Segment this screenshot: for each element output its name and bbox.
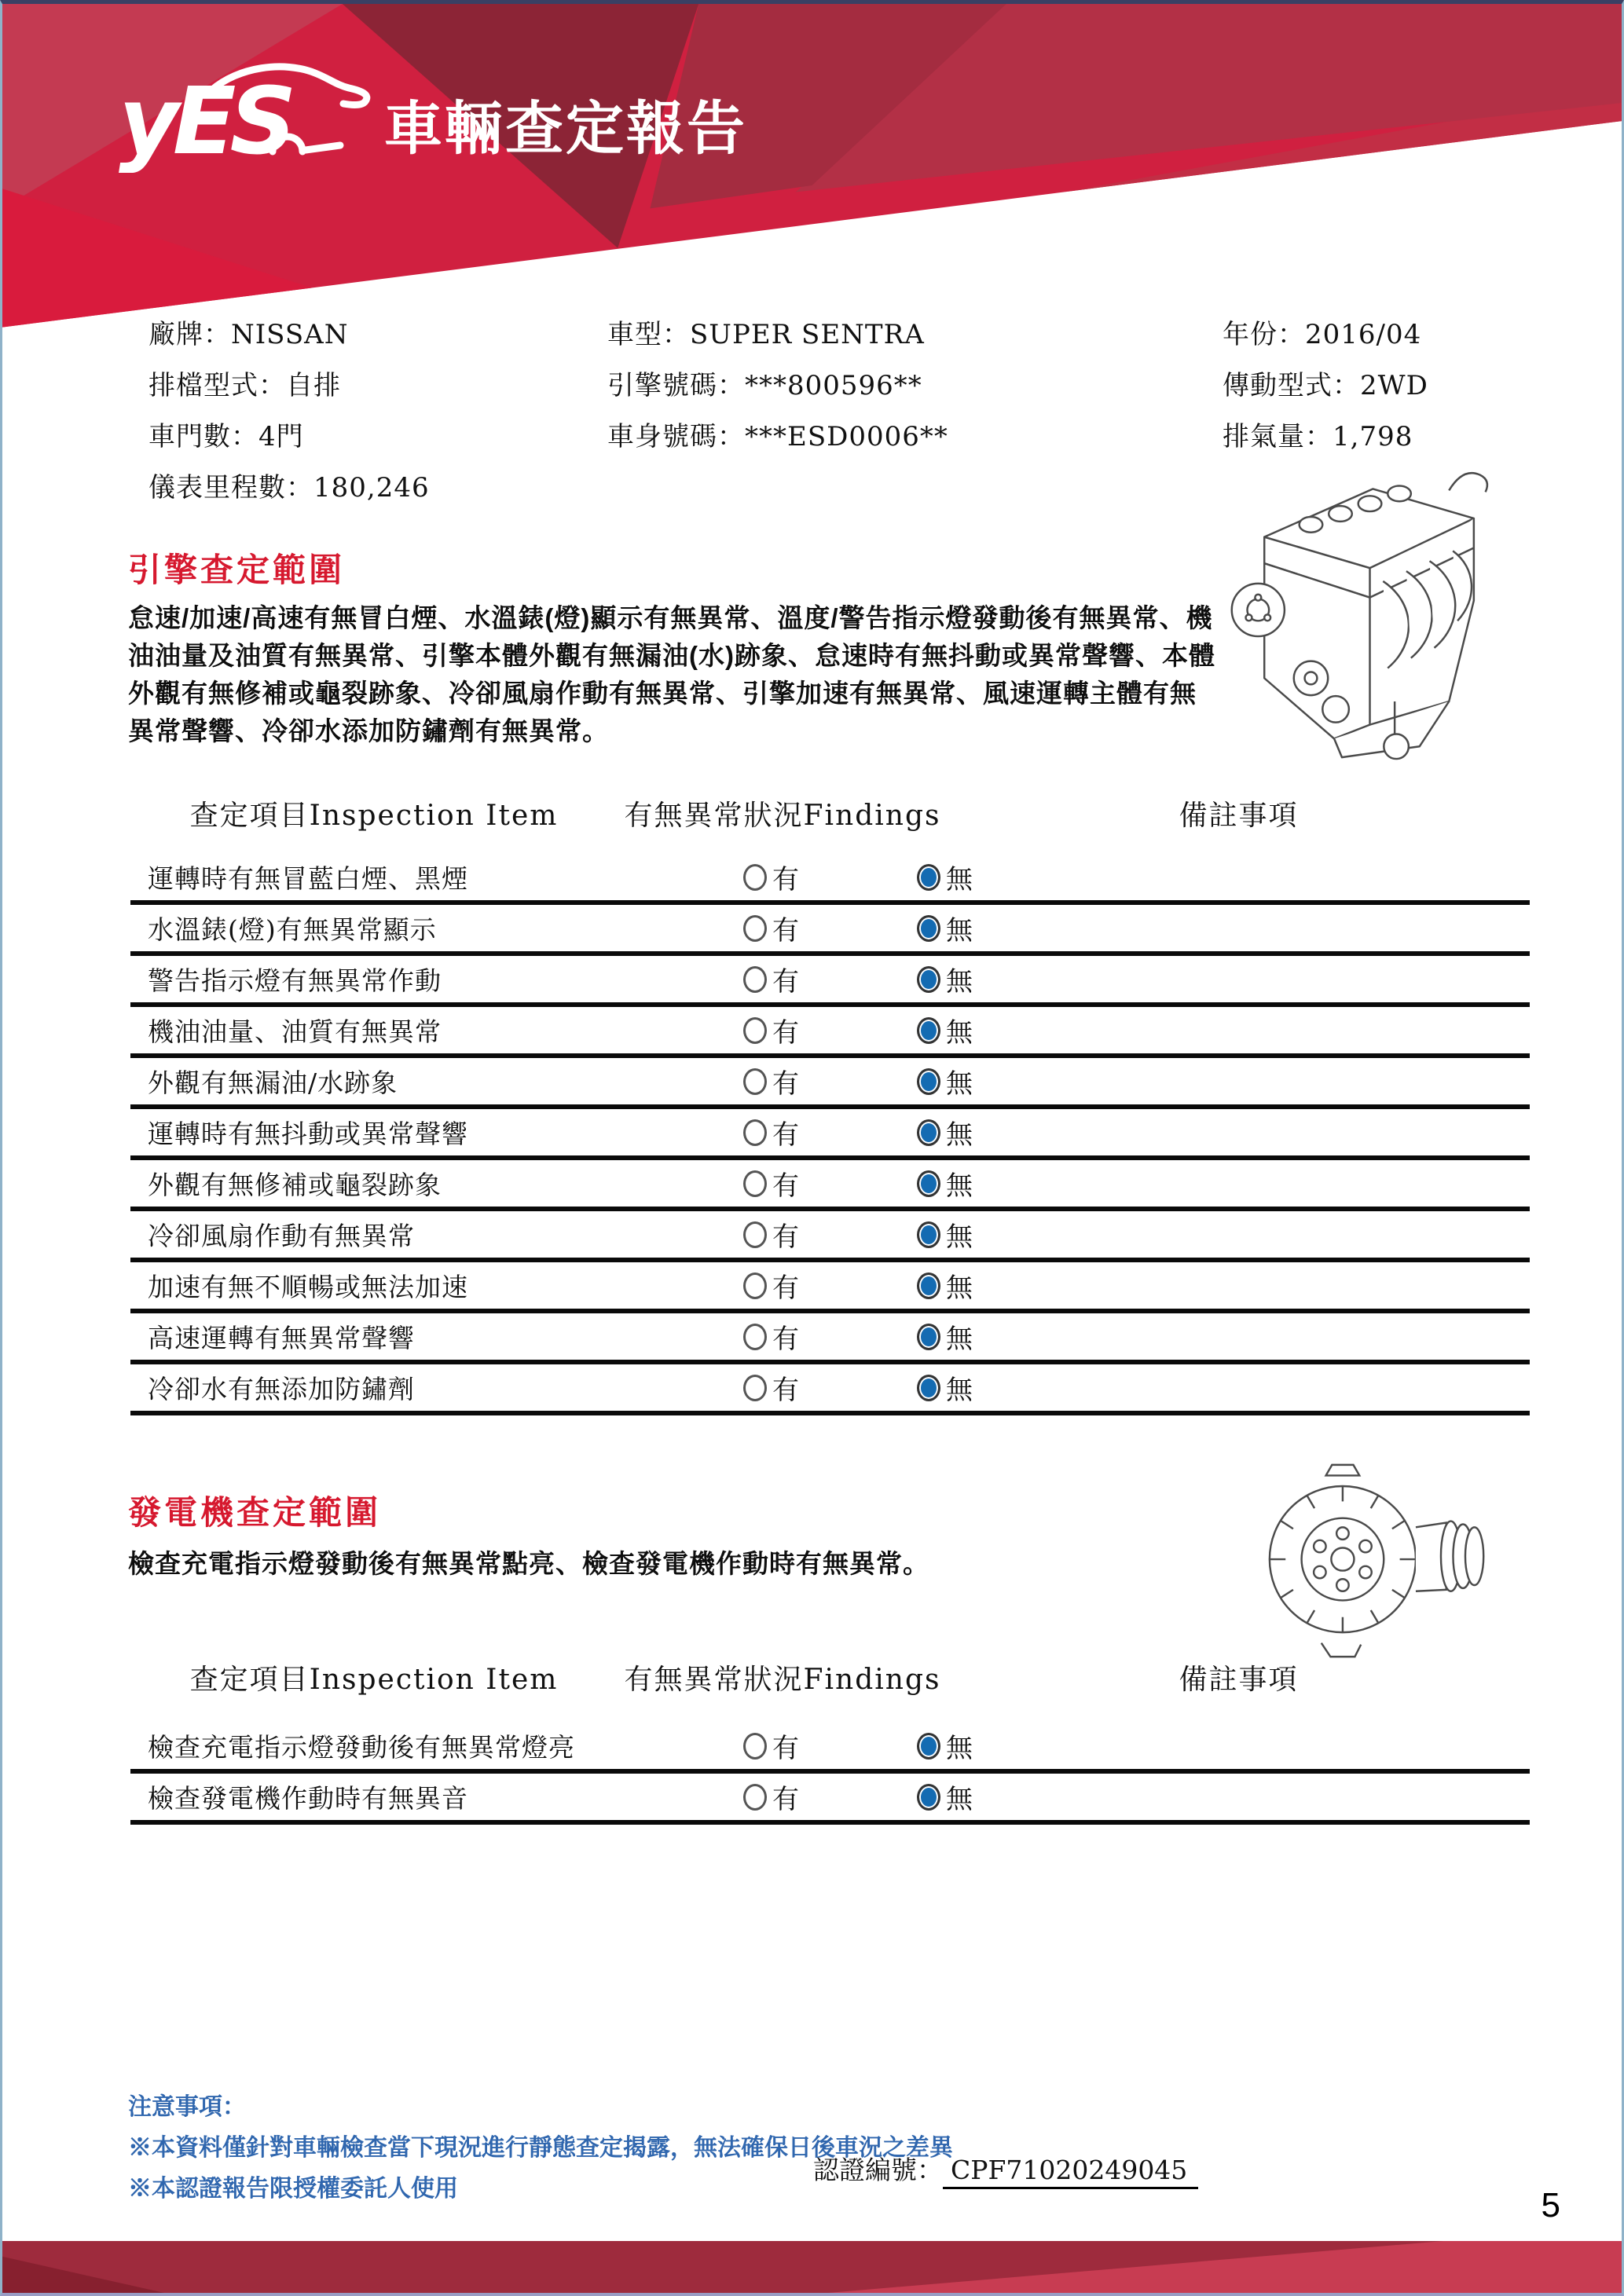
inspection-row xyxy=(130,1774,1530,1825)
inspection-item-label: 機油油量、油質有無異常 xyxy=(148,1016,442,1047)
radio-no-label: 無 xyxy=(946,1017,973,1049)
inspection-row xyxy=(130,956,1530,1007)
inspection-row xyxy=(130,1058,1530,1109)
generator-section-description: 檢查充電指示燈發動後有無異常點亮、檢查發電機作動時有無異常。 xyxy=(128,1549,929,1578)
radio-option-no[interactable] xyxy=(917,1215,973,1254)
column-header-notes: 備註事項 xyxy=(1179,1663,1299,1696)
alternator-illustration xyxy=(1228,1462,1503,1660)
certification-label: 認證編號： xyxy=(813,2155,943,2185)
inspection-item-label: 外觀有無漏油/水跡象 xyxy=(148,1067,398,1098)
column-header-findings: 有無異常狀況Findings xyxy=(624,1663,941,1696)
vehicle-info-line xyxy=(148,419,430,470)
radio-selected-icon[interactable] xyxy=(917,1170,940,1197)
vehicle-info-line xyxy=(148,470,430,521)
radio-no-label: 無 xyxy=(946,1221,973,1253)
radio-option-yes[interactable] xyxy=(743,1164,799,1203)
radio-unselected-icon[interactable] xyxy=(743,1017,767,1044)
column-header-notes: 備註事項 xyxy=(1179,799,1299,832)
radio-unselected-icon[interactable] xyxy=(743,1273,767,1299)
radio-option-yes[interactable] xyxy=(743,1011,799,1049)
page-number: 5 xyxy=(1541,2186,1560,2225)
info-value: 自排 xyxy=(286,370,341,401)
inspection-item-label: 運轉時有無冒藍白煙、黑煙 xyxy=(148,863,468,894)
radio-no-label: 無 xyxy=(946,966,973,998)
engine-table-body xyxy=(130,854,1530,1415)
findings-radio-group xyxy=(618,960,973,998)
inspection-item-label: 警告指示燈有無異常作動 xyxy=(148,965,442,996)
radio-option-yes[interactable] xyxy=(743,1266,799,1305)
radio-unselected-icon[interactable] xyxy=(743,1119,767,1146)
inspection-item-label: 外觀有無修補或龜裂跡象 xyxy=(148,1170,442,1200)
radio-option-no[interactable] xyxy=(917,1727,973,1765)
findings-radio-group xyxy=(618,1113,973,1152)
info-label: 儀表里程數： xyxy=(148,472,313,504)
generator-table-body xyxy=(130,1723,1530,1825)
radio-unselected-icon[interactable] xyxy=(743,915,767,942)
radio-option-no[interactable] xyxy=(917,1368,973,1407)
radio-option-no[interactable] xyxy=(917,1164,973,1203)
vehicle-info-column-2 xyxy=(607,317,948,470)
radio-option-yes[interactable] xyxy=(743,1215,799,1254)
findings-radio-group xyxy=(618,1215,973,1254)
radio-no-label: 無 xyxy=(946,915,973,947)
radio-selected-icon[interactable] xyxy=(917,1017,940,1044)
column-header-item: 查定項目Inspection Item xyxy=(189,799,559,832)
radio-selected-icon[interactable] xyxy=(917,1375,940,1401)
radio-selected-icon[interactable] xyxy=(917,1119,940,1146)
radio-yes-label: 有 xyxy=(772,915,799,947)
car-body-line-icon xyxy=(306,145,340,150)
inspection-item-label: 高速運轉有無異常聲響 xyxy=(148,1323,415,1353)
info-value: 4門 xyxy=(258,421,304,452)
radio-option-yes[interactable] xyxy=(743,1062,799,1100)
info-value: 180,246 xyxy=(313,472,430,504)
table-header-row xyxy=(130,1653,1530,1701)
radio-selected-icon[interactable] xyxy=(917,1221,940,1248)
report-title: 車輛查定報告 xyxy=(384,96,747,161)
radio-unselected-icon[interactable] xyxy=(743,966,767,993)
radio-unselected-icon[interactable] xyxy=(743,1068,767,1095)
radio-yes-label: 有 xyxy=(772,1784,799,1815)
vehicle-info-line xyxy=(148,317,430,368)
radio-yes-label: 有 xyxy=(772,1375,799,1406)
info-label: 排檔型式： xyxy=(148,370,286,401)
inspection-row xyxy=(130,1160,1530,1211)
inspection-row xyxy=(130,905,1530,956)
radio-option-yes[interactable] xyxy=(743,1368,799,1407)
inspection-row xyxy=(130,1262,1530,1313)
inspection-row xyxy=(130,1723,1530,1774)
info-label: 車身號碼： xyxy=(607,421,745,452)
radio-option-yes[interactable] xyxy=(743,1113,799,1152)
radio-selected-icon[interactable] xyxy=(917,915,940,942)
engine-section-description: 怠速/加速/高速有無冒白煙、水溫錶(燈)顯示有無異常、溫度/警告指示燈發動後有無異常、機油油量及油質有無異常、引擎本體外觀有無漏油(水)跡象、怠速時有無抖動或異常聲響、本體外觀有無修補或龜裂跡象、冷卻風扇作動有無異常、引擎加速有無異常、風速運轉主體有無異常聲響、冷卻水添加防鏽劑有無異常。 xyxy=(128,603,1215,745)
radio-yes-label: 有 xyxy=(772,966,799,998)
radio-selected-icon[interactable] xyxy=(917,1784,940,1811)
radio-no-label: 無 xyxy=(946,1068,973,1100)
inspection-item-label: 冷卻水有無添加防鏽劑 xyxy=(148,1374,415,1404)
inspection-row xyxy=(130,1364,1530,1415)
vehicle-info-line xyxy=(1223,317,1428,368)
radio-unselected-icon[interactable] xyxy=(743,1221,767,1248)
radio-unselected-icon[interactable] xyxy=(743,1784,767,1811)
radio-unselected-icon[interactable] xyxy=(743,1324,767,1350)
radio-option-yes[interactable] xyxy=(743,960,799,998)
info-value: ***ESD0006** xyxy=(745,421,948,452)
header-banner xyxy=(2,4,1622,334)
info-label: 廠牌： xyxy=(148,319,231,350)
radio-selected-icon[interactable] xyxy=(917,864,940,891)
radio-yes-label: 有 xyxy=(772,1017,799,1049)
radio-yes-label: 有 xyxy=(772,1119,799,1151)
info-value: NISSAN xyxy=(231,319,349,350)
radio-yes-label: 有 xyxy=(772,1170,799,1202)
findings-radio-group xyxy=(618,1778,973,1816)
radio-no-label: 無 xyxy=(946,1375,973,1406)
info-label: 年份： xyxy=(1223,319,1305,350)
vehicle-info-column-1 xyxy=(148,317,430,521)
info-label: 車門數： xyxy=(148,421,258,452)
radio-selected-icon[interactable] xyxy=(917,1733,940,1760)
notice-title: 注意事項： xyxy=(128,2094,246,2120)
radio-option-no[interactable] xyxy=(917,1113,973,1152)
inspection-row xyxy=(130,1211,1530,1262)
findings-radio-group xyxy=(618,1164,973,1203)
radio-option-yes[interactable] xyxy=(743,909,799,947)
generator-section-heading: 發電機查定範圍 xyxy=(128,1494,382,1531)
findings-radio-group xyxy=(618,1368,973,1407)
info-label: 傳動型式： xyxy=(1223,370,1360,401)
radio-selected-icon[interactable] xyxy=(917,1273,940,1299)
radio-yes-label: 有 xyxy=(772,1324,799,1355)
findings-radio-group xyxy=(618,1062,973,1100)
radio-unselected-icon[interactable] xyxy=(743,1170,767,1197)
radio-selected-icon[interactable] xyxy=(917,1068,940,1095)
inspection-row xyxy=(130,1313,1530,1364)
radio-option-yes[interactable] xyxy=(743,1727,799,1765)
engine-illustration xyxy=(1216,445,1527,771)
vehicle-info-line xyxy=(607,419,948,470)
radio-option-no[interactable] xyxy=(917,1317,973,1356)
info-value: 2WD xyxy=(1360,370,1428,401)
radio-no-label: 無 xyxy=(946,1324,973,1355)
radio-no-label: 無 xyxy=(946,1733,973,1764)
inspection-item-label: 加速有無不順暢或無法加速 xyxy=(148,1272,468,1302)
table-header-row xyxy=(130,789,1530,837)
notice-block xyxy=(128,2087,953,2210)
findings-radio-group xyxy=(618,858,973,896)
inspection-item-label: 水溫錶(燈)有無異常顯示 xyxy=(148,914,437,945)
radio-no-label: 無 xyxy=(946,1119,973,1151)
inspection-row xyxy=(130,1007,1530,1058)
footer-shade-dark xyxy=(2,2241,1622,2293)
engine-section-heading: 引擎查定範圍 xyxy=(128,551,346,588)
findings-radio-group xyxy=(618,1727,973,1765)
notice-line: ※本認證報告限授權委託人使用 xyxy=(128,2176,458,2202)
inspection-item-label: 運轉時有無抖動或異常聲響 xyxy=(148,1119,468,1149)
radio-option-no[interactable] xyxy=(917,960,973,998)
radio-option-yes[interactable] xyxy=(743,1317,799,1356)
vehicle-info-line xyxy=(1223,368,1428,419)
radio-unselected-icon[interactable] xyxy=(743,1375,767,1401)
certification-number xyxy=(813,2150,1198,2187)
info-value: 2016/04 xyxy=(1305,319,1422,350)
radio-yes-label: 有 xyxy=(772,1221,799,1253)
radio-no-label: 無 xyxy=(946,1170,973,1202)
radio-option-no[interactable] xyxy=(917,1778,973,1816)
generator-inspection-table xyxy=(130,1653,1530,1825)
vehicle-info-line xyxy=(607,368,948,419)
inspection-item-label: 冷卻風扇作動有無異常 xyxy=(148,1221,415,1251)
radio-no-label: 無 xyxy=(946,864,973,895)
radio-selected-icon[interactable] xyxy=(917,1324,940,1350)
info-value: 1,798 xyxy=(1333,421,1413,452)
certification-value: CPF71020249045 xyxy=(943,2155,1198,2189)
inspection-row xyxy=(130,1109,1530,1160)
radio-yes-label: 有 xyxy=(772,1068,799,1100)
radio-option-yes[interactable] xyxy=(743,858,799,896)
vehicle-info-line xyxy=(148,368,430,419)
notice-line: ※本資料僅針對車輛檢查當下現況進行靜態查定揭露，無法確保日後車況之差異 xyxy=(128,2135,953,2161)
radio-option-no[interactable] xyxy=(917,1266,973,1305)
info-label: 排氣量： xyxy=(1223,421,1333,452)
radio-option-no[interactable] xyxy=(917,1062,973,1100)
radio-option-yes[interactable] xyxy=(743,1778,799,1816)
info-label: 車型： xyxy=(607,319,690,350)
radio-option-no[interactable] xyxy=(917,1011,973,1049)
footer-banner xyxy=(2,2241,1622,2293)
findings-radio-group xyxy=(618,1266,973,1305)
radio-no-label: 無 xyxy=(946,1273,973,1304)
column-header-findings: 有無異常狀況Findings xyxy=(624,799,941,832)
findings-radio-group xyxy=(618,1011,973,1049)
info-value: ***800596** xyxy=(745,370,922,401)
inspection-item-label: 檢查發電機作動時有無異音 xyxy=(148,1783,468,1814)
vehicle-info-line xyxy=(607,317,948,368)
yes-car-logo xyxy=(119,59,386,173)
radio-selected-icon[interactable] xyxy=(917,966,940,993)
radio-yes-label: 有 xyxy=(772,1733,799,1764)
info-label: 引擎號碼： xyxy=(607,370,745,401)
radio-yes-label: 有 xyxy=(772,1273,799,1304)
findings-radio-group xyxy=(618,1317,973,1356)
column-header-item: 查定項目Inspection Item xyxy=(189,1663,559,1696)
radio-unselected-icon[interactable] xyxy=(743,1733,767,1760)
radio-unselected-icon[interactable] xyxy=(743,864,767,891)
radio-yes-label: 有 xyxy=(772,864,799,895)
radio-no-label: 無 xyxy=(946,1784,973,1815)
yes-logo-text: yES xyxy=(119,67,291,173)
engine-inspection-table xyxy=(130,789,1530,1415)
info-value: SUPER SENTRA xyxy=(690,319,925,350)
inspection-item-label: 檢查充電指示燈發動後有無異常燈亮 xyxy=(148,1732,575,1763)
findings-radio-group xyxy=(618,909,973,947)
radio-option-no[interactable] xyxy=(917,858,973,896)
radio-option-no[interactable] xyxy=(917,909,973,947)
inspection-row xyxy=(130,854,1530,905)
